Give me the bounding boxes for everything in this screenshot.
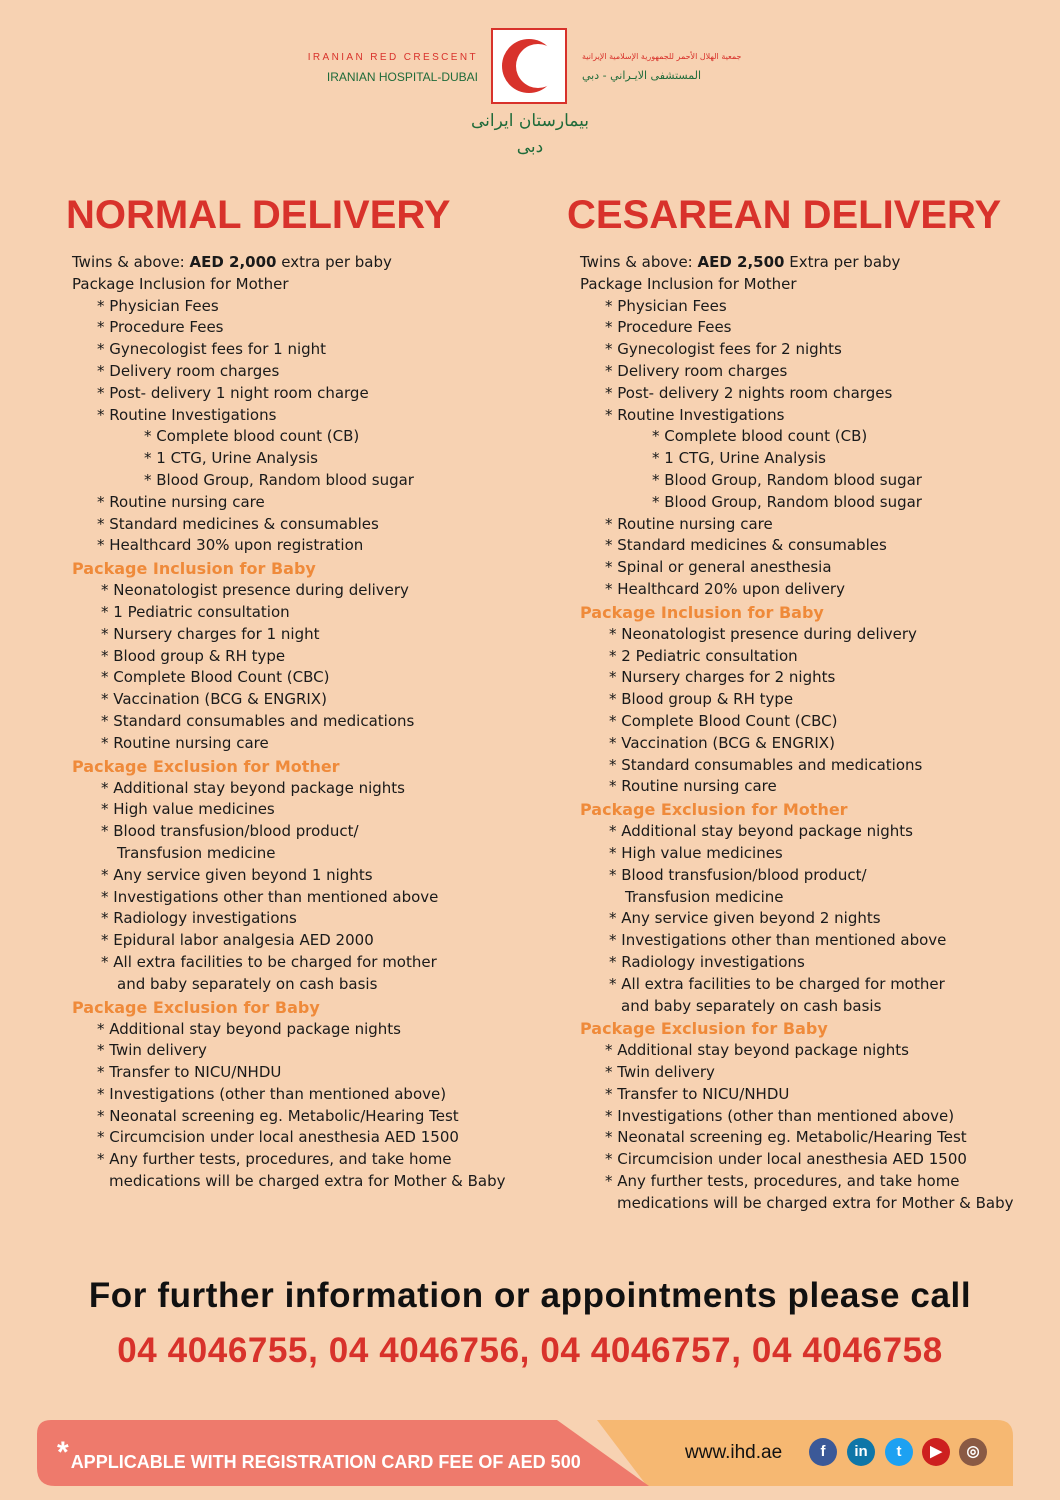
list-item: * Epidural labor analgesia AED 2000 <box>101 931 374 950</box>
list-item: * Additional stay beyond package nights <box>97 1019 401 1038</box>
list-item: * Healthcard 20% upon delivery <box>605 579 845 598</box>
list-item: * Blood transfusion/blood product/ <box>609 865 867 884</box>
baby-exclusion-heading: Package Exclusion for Baby <box>72 997 320 1017</box>
baby-inclusion-heading: Package Inclusion for Baby <box>72 559 316 579</box>
list-item: * Procedure Fees <box>605 318 732 337</box>
org-name-line2: IRANIAN HOSPITAL-DUBAI <box>326 70 478 84</box>
list-item: * Post- delivery 1 night room charge <box>97 383 369 402</box>
hospital-name-english <box>308 52 478 84</box>
baby-exclusion-list <box>72 1019 536 1193</box>
org-name-arabic-line2: المستشفى الايـراني - دبي <box>582 69 702 82</box>
list-item: * 2 Pediatric consultation <box>609 646 798 665</box>
instagram-icon[interactable]: ◎ <box>959 1438 987 1466</box>
org-name-arabic-line1: جمعية الهلال الأحمر للجمهورية الإسلامية الإيرانية <box>582 52 742 61</box>
list-item: * High value medicines <box>609 843 783 862</box>
list-item: * Spinal or general anesthesia <box>605 558 832 577</box>
list-item: * Additional stay beyond package nights <box>609 822 913 841</box>
mother-exclusion-list <box>580 821 1037 1017</box>
mother-inclusion-heading: Package Inclusion for Mother <box>580 274 797 293</box>
list-item: * Neonatal screening eg. Metabolic/Hearing Test <box>605 1128 967 1147</box>
list-item: * Healthcard 30% upon registration <box>97 536 364 555</box>
list-item: * Post- delivery 2 nights room charges <box>605 383 893 402</box>
baby-inclusion-list <box>580 624 1037 798</box>
mother-exclusion-list <box>72 778 536 996</box>
red-crescent-logo <box>491 28 567 104</box>
list-item: * Blood Group, Random blood sugar <box>144 470 414 489</box>
list-item: * Twin delivery <box>97 1041 207 1060</box>
list-item: * Blood Group, Random blood sugar <box>652 470 922 489</box>
baby-inclusion-list <box>72 580 536 754</box>
list-item: * Any further tests, procedures, and take home <box>605 1172 960 1191</box>
list-item: * Investigations (other than mentioned above) <box>605 1106 955 1125</box>
list-item: * Nursery charges for 1 night <box>101 624 320 643</box>
list-item: * Blood transfusion/blood product/ <box>101 822 359 841</box>
list-item: * Vaccination (BCG & ENGRIX) <box>101 690 327 709</box>
facebook-icon[interactable]: f <box>809 1438 837 1466</box>
list-item: * Complete blood count (CB) <box>144 427 360 446</box>
baby-exclusion-heading: Package Exclusion for Baby <box>580 1019 828 1039</box>
twins-price-line <box>72 252 536 274</box>
twins-label: Twins & above: <box>580 253 698 271</box>
list-item: * 1 Pediatric consultation <box>101 602 290 621</box>
list-item: medications will be charged extra for Mother & Baby <box>617 1193 1014 1212</box>
twins-price-line <box>580 252 1037 274</box>
baby-exclusion-list <box>580 1040 1037 1214</box>
hospital-name-farsi: بیمارستان ایرانی دبی <box>471 111 589 157</box>
list-item: * Radiology investigations <box>101 909 297 928</box>
list-item: * Investigations other than mentioned above <box>609 931 947 950</box>
list-item: * Investigations other than mentioned above <box>101 887 439 906</box>
mother-exclusion-heading: Package Exclusion for Mother <box>72 756 340 776</box>
list-item: * Physician Fees <box>97 296 219 315</box>
registration-fee-note <box>57 1436 581 1476</box>
twins-amount: AED 2,000 <box>189 253 277 271</box>
list-item: * Standard medicines & consumables <box>97 514 379 533</box>
list-item: * Standard medicines & consumables <box>605 536 887 555</box>
list-item: * Additional stay beyond package nights <box>101 778 405 797</box>
list-item: * Neonatologist presence during delivery <box>101 581 409 600</box>
registration-fee-text: APPLICABLE WITH REGISTRATION CARD FEE OF AED 500 <box>70 1452 581 1472</box>
cesarean-delivery-title: CESAREAN DELIVERY <box>567 193 1002 237</box>
mother-inclusion-heading: Package Inclusion for Mother <box>72 274 289 293</box>
twins-label: Twins & above: <box>72 253 190 271</box>
list-item: * All extra facilities to be charged for mother <box>609 974 945 993</box>
list-item: * Complete Blood Count (CBC) <box>609 711 838 730</box>
twitter-icon[interactable]: t <box>885 1438 913 1466</box>
youtube-icon[interactable]: ▶ <box>922 1438 950 1466</box>
normal-delivery-column <box>66 190 536 1193</box>
list-item: Transfusion medicine <box>117 843 276 862</box>
list-item: and baby separately on cash basis <box>621 996 882 1015</box>
list-item: * Twin delivery <box>605 1063 715 1082</box>
list-item: * Complete blood count (CB) <box>652 427 868 446</box>
mother-inclusion-list <box>72 296 536 558</box>
list-item: * Routine Investigations <box>605 405 785 424</box>
list-item: * Delivery room charges <box>605 361 788 380</box>
list-item: * Routine nursing care <box>97 492 265 511</box>
list-item: * Radiology investigations <box>609 952 805 971</box>
hospital-name-arabic <box>582 52 741 82</box>
list-item: * Investigations (other than mentioned above) <box>97 1084 447 1103</box>
twins-suffix: extra per baby <box>276 253 392 271</box>
linkedin-icon[interactable]: in <box>847 1438 875 1466</box>
list-item: * All extra facilities to be charged for mother <box>101 952 437 971</box>
list-item: * Routine nursing care <box>609 777 777 796</box>
list-item: medications will be charged extra for Mother & Baby <box>109 1172 506 1191</box>
list-item: * 1 CTG, Urine Analysis <box>652 449 826 468</box>
list-item: * Any further tests, procedures, and take home <box>97 1150 452 1169</box>
list-item: Transfusion medicine <box>625 887 784 906</box>
contact-heading: For further information or appointments please call <box>88 1276 972 1315</box>
list-item: * Additional stay beyond package nights <box>605 1041 909 1060</box>
website-link[interactable]: www.ihd.ae <box>685 1442 783 1463</box>
asterisk-mark: * <box>57 1436 69 1469</box>
baby-inclusion-heading: Package Inclusion for Baby <box>580 602 824 622</box>
list-item: * Nursery charges for 2 nights <box>609 668 836 687</box>
list-item: * Complete Blood Count (CBC) <box>101 668 330 687</box>
list-item: * 1 CTG, Urine Analysis <box>144 449 318 468</box>
phone-numbers: 04 4046755, 04 4046756, 04 4046757, 04 4046758 <box>117 1331 943 1370</box>
list-item: * Blood group & RH type <box>609 690 794 709</box>
list-item: * Vaccination (BCG & ENGRIX) <box>609 733 835 752</box>
list-item: and baby separately on cash basis <box>117 974 378 993</box>
list-item: * Procedure Fees <box>97 318 224 337</box>
list-item: * High value medicines <box>101 800 275 819</box>
org-name-line1: IRANIAN RED CRESCENT <box>307 52 478 63</box>
list-item: * Gynecologist fees for 2 nights <box>605 340 842 359</box>
twins-suffix: Extra per baby <box>784 253 901 271</box>
list-item: * Physician Fees <box>605 296 727 315</box>
list-item: * Routine nursing care <box>605 514 773 533</box>
list-item: * Any service given beyond 2 nights <box>609 909 881 928</box>
list-item: * Gynecologist fees for 1 night <box>97 340 327 359</box>
list-item: * Neonatal screening eg. Metabolic/Hearing Test <box>97 1106 459 1125</box>
list-item: * Any service given beyond 1 nights <box>101 865 373 884</box>
list-item: * Circumcision under local anesthesia AED 1500 <box>97 1128 459 1147</box>
list-item: * Routine nursing care <box>101 733 269 752</box>
cesarean-delivery-column <box>567 190 1037 1215</box>
footer-banner <box>37 1420 1013 1486</box>
normal-delivery-title: NORMAL DELIVERY <box>66 193 451 237</box>
list-item: * Delivery room charges <box>97 361 280 380</box>
list-item: * Blood group & RH type <box>101 646 286 665</box>
list-item: * Standard consumables and medications <box>101 711 415 730</box>
twins-amount: AED 2,500 <box>697 253 785 271</box>
list-item: * Blood Group, Random blood sugar <box>652 492 922 511</box>
list-item: * Transfer to NICU/NHDU <box>605 1084 790 1103</box>
mother-inclusion-list <box>580 296 1037 601</box>
list-item: * Circumcision under local anesthesia AED 1500 <box>605 1150 967 1169</box>
list-item: * Standard consumables and medications <box>609 755 923 774</box>
list-item: * Neonatologist presence during delivery <box>609 624 917 643</box>
list-item: * Transfer to NICU/NHDU <box>97 1063 282 1082</box>
list-item: * Routine Investigations <box>97 405 277 424</box>
mother-exclusion-heading: Package Exclusion for Mother <box>580 800 848 820</box>
